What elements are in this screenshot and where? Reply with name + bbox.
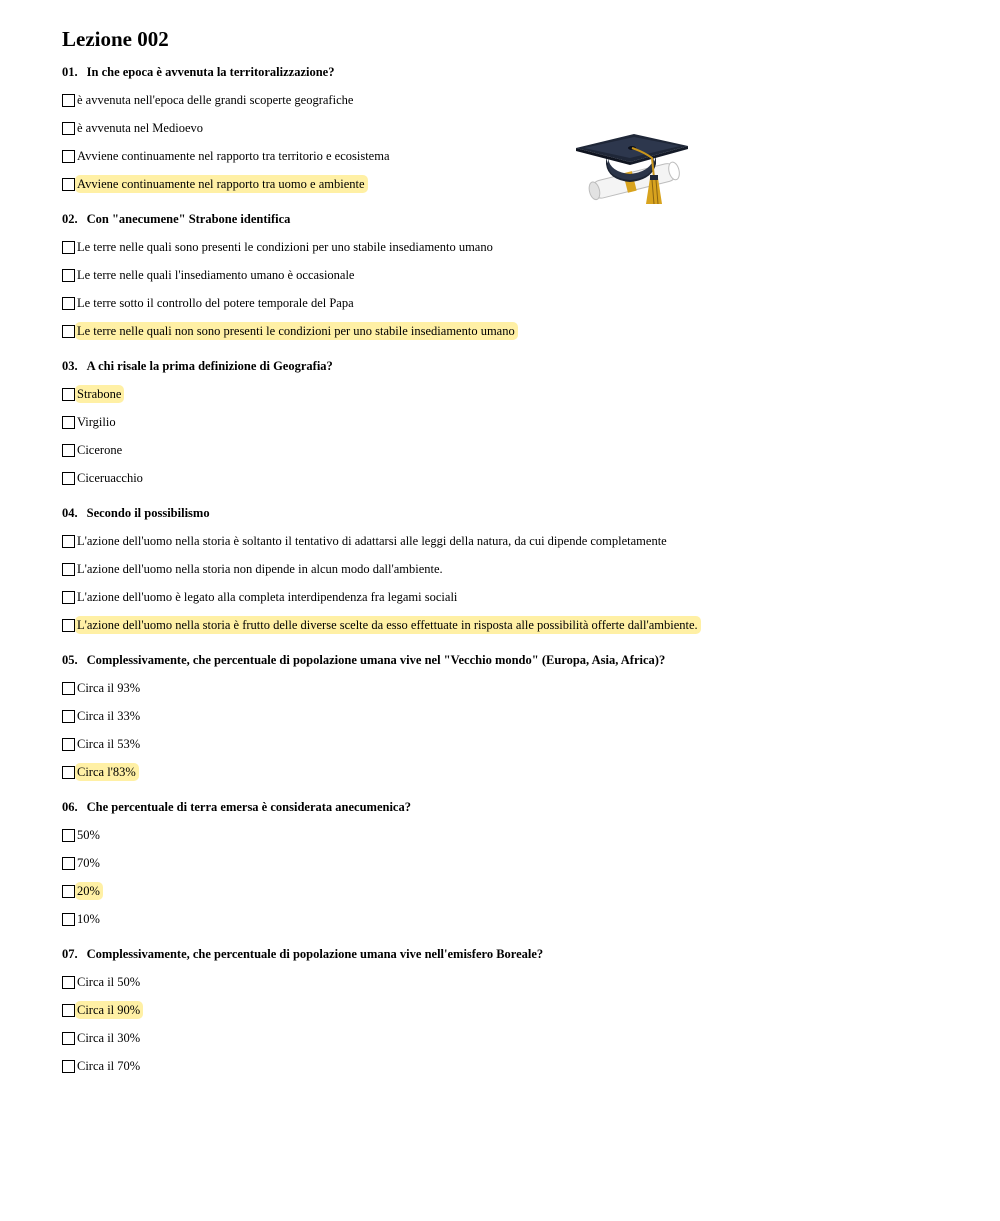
answer-label: Circa il 53% bbox=[77, 737, 141, 751]
question-number: 01. bbox=[62, 65, 78, 79]
question-5 bbox=[62, 652, 962, 786]
question-heading bbox=[62, 64, 962, 80]
answer-label: Circa il 70% bbox=[77, 1059, 141, 1073]
answer-checkbox[interactable] bbox=[62, 738, 75, 751]
question-2 bbox=[62, 211, 962, 345]
answer-checkbox[interactable] bbox=[62, 885, 75, 898]
question-number: 07. bbox=[62, 947, 78, 961]
answer-checkbox[interactable] bbox=[62, 913, 75, 926]
answer-checkbox[interactable] bbox=[62, 619, 75, 632]
question-7 bbox=[62, 946, 962, 1080]
answer-label: 70% bbox=[77, 856, 100, 870]
graduation-cap-icon bbox=[574, 134, 690, 210]
answer-label: 50% bbox=[77, 828, 100, 842]
question-number: 06. bbox=[62, 800, 78, 814]
answer-label-highlighted: L'azione dell'uomo nella storia è frutto delle diverse scelte da esso effettuate in risposta alle possibilità offerte dall'ambiente. bbox=[75, 616, 701, 634]
answer-option[interactable] bbox=[62, 261, 962, 289]
answer-option[interactable] bbox=[62, 611, 962, 639]
answer-label: è avvenuta nell'epoca delle grandi scoperte geografiche bbox=[77, 93, 354, 107]
question-heading bbox=[62, 652, 962, 668]
answer-label: è avvenuta nel Medioevo bbox=[77, 121, 203, 135]
answer-checkbox[interactable] bbox=[62, 535, 75, 548]
answer-option[interactable] bbox=[62, 436, 962, 464]
answer-option[interactable] bbox=[62, 849, 962, 877]
answer-option[interactable] bbox=[62, 821, 962, 849]
question-heading bbox=[62, 505, 962, 521]
answer-label: Le terre nelle quali l'insediamento umano è occasionale bbox=[77, 268, 355, 282]
answer-option[interactable] bbox=[62, 170, 962, 198]
answer-option[interactable] bbox=[62, 968, 962, 996]
question-list bbox=[62, 64, 962, 1080]
answer-label-highlighted: 20% bbox=[75, 882, 103, 900]
answer-label: Avviene continuamente nel rapporto tra territorio e ecosistema bbox=[77, 149, 390, 163]
answer-option[interactable] bbox=[62, 380, 962, 408]
question-text: Con "anecumene" Strabone identifica bbox=[86, 212, 291, 226]
answer-option[interactable] bbox=[62, 877, 962, 905]
quiz-page bbox=[62, 26, 962, 1093]
question-heading bbox=[62, 211, 962, 227]
answer-checkbox[interactable] bbox=[62, 976, 75, 989]
question-number: 04. bbox=[62, 506, 78, 520]
answer-option[interactable] bbox=[62, 905, 962, 933]
answer-option[interactable] bbox=[62, 583, 962, 611]
answer-label-highlighted: Strabone bbox=[75, 385, 124, 403]
answer-option[interactable] bbox=[62, 289, 962, 317]
answer-label: L'azione dell'uomo nella storia è soltanto il tentativo di adattarsi alle leggi della natura, da cui dipende completamente bbox=[77, 534, 667, 548]
question-text: Secondo il possibilismo bbox=[86, 506, 210, 520]
answer-checkbox[interactable] bbox=[62, 710, 75, 723]
answer-option[interactable] bbox=[62, 674, 962, 702]
answer-option[interactable] bbox=[62, 996, 962, 1024]
answer-label: Circa il 33% bbox=[77, 709, 141, 723]
answer-checkbox[interactable] bbox=[62, 416, 75, 429]
question-heading bbox=[62, 799, 962, 815]
answer-checkbox[interactable] bbox=[62, 241, 75, 254]
answer-checkbox[interactable] bbox=[62, 563, 75, 576]
answer-checkbox[interactable] bbox=[62, 1032, 75, 1045]
answer-checkbox[interactable] bbox=[62, 766, 75, 779]
question-text: Complessivamente, che percentuale di popolazione umana vive nel "Vecchio mondo" (Europa, Asia, Africa)? bbox=[86, 653, 666, 667]
answer-option[interactable] bbox=[62, 86, 962, 114]
answer-label: L'azione dell'uomo è legato alla completa interdipendenza fra legami sociali bbox=[77, 590, 458, 604]
answer-label: Le terre nelle quali sono presenti le condizioni per uno stabile insediamento umano bbox=[77, 240, 493, 254]
question-1 bbox=[62, 64, 962, 198]
answer-checkbox[interactable] bbox=[62, 1004, 75, 1017]
answer-option[interactable] bbox=[62, 527, 962, 555]
answer-label: Virgilio bbox=[77, 415, 116, 429]
answer-option[interactable] bbox=[62, 1024, 962, 1052]
answer-option[interactable] bbox=[62, 233, 962, 261]
answer-label-highlighted: Circa l'83% bbox=[75, 763, 139, 781]
answer-checkbox[interactable] bbox=[62, 591, 75, 604]
answer-option[interactable] bbox=[62, 1052, 962, 1080]
answer-checkbox[interactable] bbox=[62, 682, 75, 695]
answer-option[interactable] bbox=[62, 758, 962, 786]
answer-option[interactable] bbox=[62, 464, 962, 492]
answer-label: Circa il 50% bbox=[77, 975, 141, 989]
answer-label: Cicerone bbox=[77, 443, 123, 457]
answer-checkbox[interactable] bbox=[62, 297, 75, 310]
answer-checkbox[interactable] bbox=[62, 94, 75, 107]
answer-checkbox[interactable] bbox=[62, 122, 75, 135]
answer-checkbox[interactable] bbox=[62, 325, 75, 338]
answer-option[interactable] bbox=[62, 555, 962, 583]
answer-label: Circa il 93% bbox=[77, 681, 141, 695]
answer-label-highlighted: Le terre nelle quali non sono presenti le condizioni per uno stabile insediamento umano bbox=[75, 322, 518, 340]
answer-checkbox[interactable] bbox=[62, 829, 75, 842]
answer-option[interactable] bbox=[62, 730, 962, 758]
answer-checkbox[interactable] bbox=[62, 444, 75, 457]
question-number: 02. bbox=[62, 212, 78, 226]
question-number: 03. bbox=[62, 359, 78, 373]
answer-label: L'azione dell'uomo nella storia non dipende in alcun modo dall'ambiente. bbox=[77, 562, 443, 576]
answer-option[interactable] bbox=[62, 114, 962, 142]
answer-label: 10% bbox=[77, 912, 100, 926]
answer-checkbox[interactable] bbox=[62, 150, 75, 163]
answer-checkbox[interactable] bbox=[62, 1060, 75, 1073]
question-text: In che epoca è avvenuta la territoralizzazione? bbox=[86, 65, 335, 79]
answer-checkbox[interactable] bbox=[62, 178, 75, 191]
answer-checkbox[interactable] bbox=[62, 857, 75, 870]
answer-checkbox[interactable] bbox=[62, 388, 75, 401]
page-title: Lezione 002 bbox=[62, 27, 169, 51]
answer-checkbox[interactable] bbox=[62, 472, 75, 485]
question-number: 05. bbox=[62, 653, 78, 667]
question-text: Che percentuale di terra emersa è considerata anecumenica? bbox=[86, 800, 411, 814]
answer-label: Le terre sotto il controllo del potere temporale del Papa bbox=[77, 296, 354, 310]
question-6 bbox=[62, 799, 962, 933]
answer-label: Ciceruacchio bbox=[77, 471, 143, 485]
question-heading bbox=[62, 358, 962, 374]
question-text: Complessivamente, che percentuale di popolazione umana vive nell'emisfero Boreale? bbox=[86, 947, 544, 961]
answer-option[interactable] bbox=[62, 142, 962, 170]
answer-checkbox[interactable] bbox=[62, 269, 75, 282]
answer-option[interactable] bbox=[62, 702, 962, 730]
answer-option[interactable] bbox=[62, 317, 962, 345]
answer-label: Circa il 30% bbox=[77, 1031, 141, 1045]
question-4 bbox=[62, 505, 962, 639]
question-heading bbox=[62, 946, 962, 962]
answer-label-highlighted: Avviene continuamente nel rapporto tra uomo e ambiente bbox=[75, 175, 368, 193]
answer-option[interactable] bbox=[62, 408, 962, 436]
question-text: A chi risale la prima definizione di Geografia? bbox=[86, 359, 333, 373]
answer-label-highlighted: Circa il 90% bbox=[75, 1001, 143, 1019]
question-3 bbox=[62, 358, 962, 492]
